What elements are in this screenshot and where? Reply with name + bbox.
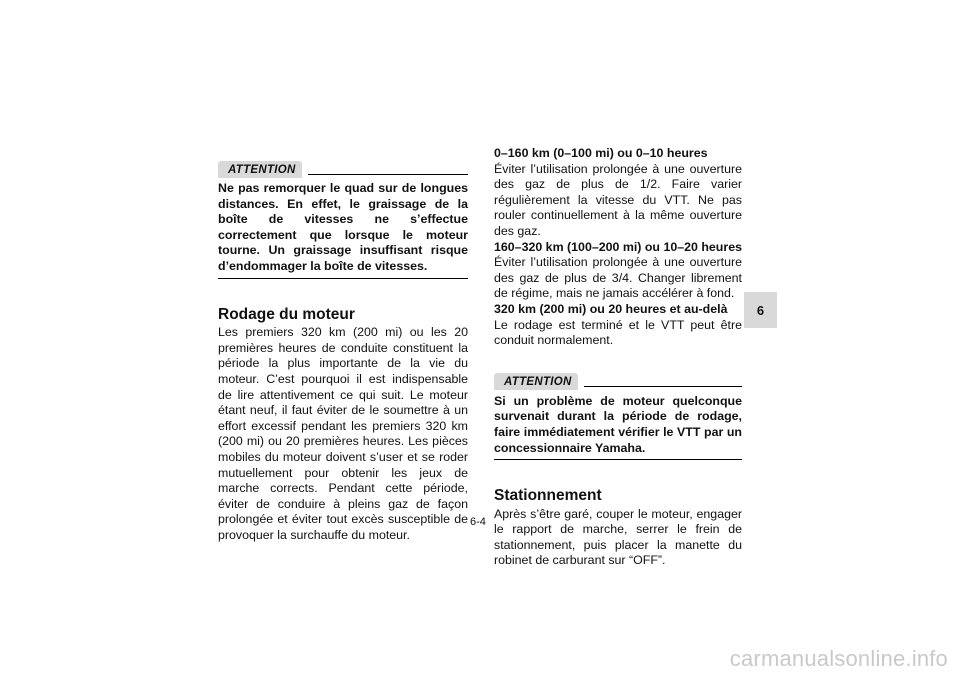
stage1-text: Éviter l’utilisation prolongée à une ouverture des gaz de plus de 1/2. Faire varier régulièrement la vitesse du VTT. Ne pas rouler continuellement à la même ouverture des gaz. (494, 161, 742, 238)
attention-label-2: ATTENTION (494, 373, 578, 390)
stage2-title: 160–320 km (100–200 mi) ou 10–20 heures (494, 239, 742, 254)
left-column (218, 160, 468, 543)
attention-header-2 (494, 373, 742, 391)
watermark: carmanualsonline.info (729, 646, 948, 671)
rodage-paragraph: Les premiers 320 km (200 mi) ou les 20 premières heures de conduite constituent la période la plus importante de la vie du moteur. C’est pourquoi il est indispensable de lire attentivement ce qui suit. Le moteur étant neuf, il faut éviter de le soumettre à un effort excessif pendant les premiers 320 km (200 mi) ou 20 premières heures. Les pièces mobiles du moteur doivent s’user et se roder mutuellement pour obtenir les jeux de marche corrects. Pendant cette période, éviter de conduire à pleins gaz de façon prolongée et éviter tout excès susceptible de provoquer la surchauffe du moteur. (218, 325, 468, 542)
attention-rule (308, 174, 468, 175)
attention-label: ATTENTION (218, 161, 302, 178)
attention-header (218, 160, 468, 178)
attention-text-2: Si un problème de moteur quelconque survenait durant la période de rodage, faire immédiatement vérifier le VTT par un concessionnaire Yamaha. (494, 394, 742, 460)
stage1-title: 0–160 km (0–100 mi) ou 0–10 heures (494, 146, 708, 160)
stage2-text: Éviter l’utilisation prolongée à une ouverture des gaz de plus de 3/4. Changer librement de régime, mais ne jamais accélérer à fond. (494, 255, 742, 301)
section-title-stationnement: Stationnement (494, 487, 602, 505)
stage3-title: 320 km (200 mi) ou 20 heures et au-delà (494, 301, 728, 316)
attention-text: Ne pas remorquer le quad sur de longues distances. En effet, le graissage de la boîte de vitesses ne s’effectue correctement que lorsque le moteur tourne. Un graissage insuffisant risque d’endommager la boîte de vitesses. (218, 181, 468, 279)
section-title-rodage: Rodage du moteur (218, 305, 355, 323)
chapter-tab: 6 (744, 292, 777, 328)
page-number: 6-4 (470, 516, 486, 528)
attention-rule-2 (584, 386, 742, 387)
stationnement-paragraph: Après s’être garé, couper le moteur, engager le rapport de marche, serrer le frein de stationnement, puis placer la manette du robinet de carburant sur “OFF”. (494, 506, 742, 568)
stage3-text: Le rodage est terminé et le VTT peut être conduit normalement. (494, 317, 742, 348)
right-column (494, 146, 742, 569)
